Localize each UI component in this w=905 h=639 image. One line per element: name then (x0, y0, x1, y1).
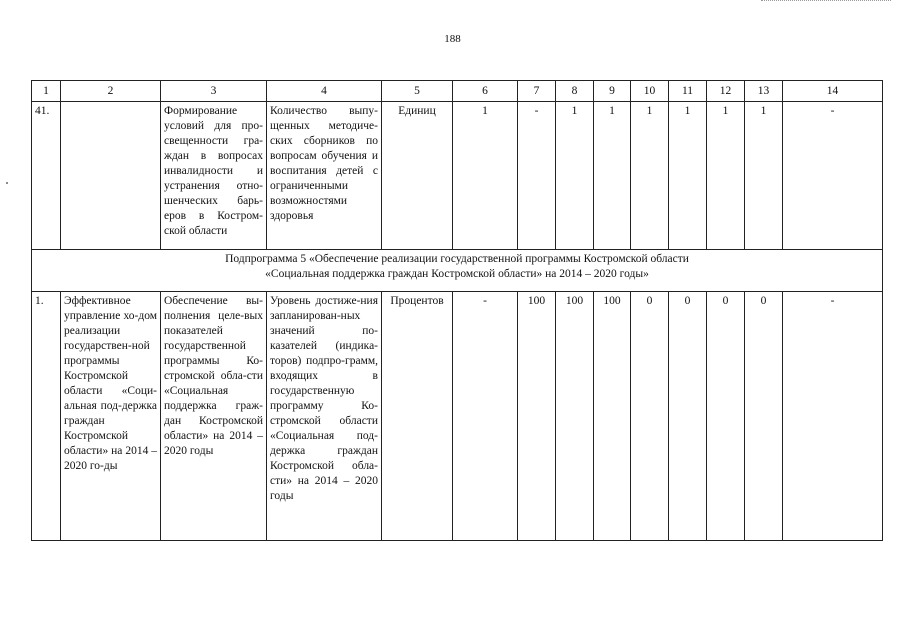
header-cell: 2 (61, 81, 161, 102)
value-cell: 1 (631, 102, 669, 250)
subprogram-line: Подпрограмма 5 «Обеспечение реализации государственной программы Костромской области (225, 253, 689, 265)
row-note: - (783, 102, 883, 250)
row-unit: Единиц (382, 102, 453, 250)
header-cell: 4 (267, 81, 382, 102)
row-number: 41. (32, 102, 61, 250)
header-cell: 3 (161, 81, 267, 102)
row-number: 1. (32, 292, 61, 541)
value-cell: 0 (745, 292, 783, 541)
header-cell: 13 (745, 81, 783, 102)
value-cell: 100 (518, 292, 556, 541)
value-cell: 0 (669, 292, 707, 541)
row-measure: Формирование условий для про-свещенности гра-ждан в вопросах инвалидности и устранения отно-шенческих барь-еров в Костром-ской области (161, 102, 267, 250)
value-cell: 0 (631, 292, 669, 541)
header-cell: 11 (669, 81, 707, 102)
table-row-41 (32, 102, 883, 250)
value-cell: 1 (594, 102, 631, 250)
value-cell: 100 (594, 292, 631, 541)
row-event (61, 102, 161, 250)
header-cell: 12 (707, 81, 745, 102)
value-cell: 1 (707, 102, 745, 250)
value-cell: - (453, 292, 518, 541)
header-cell: 10 (631, 81, 669, 102)
row-indicator: Количество выпу-щенных методиче-ских сборников по вопросам обучения и воспитания детей с ограниченными возможностями здоровья (267, 102, 382, 250)
row-unit: Процентов (382, 292, 453, 541)
row-event: Эффективное управление хо-дом реализации государствен-ной программы Костромской области «Соци-альная под-держка граждан Костромской области» на 2014 – 2020 го-ды (61, 292, 161, 541)
table-row-1 (32, 292, 883, 541)
value-cell: 1 (745, 102, 783, 250)
row-note: - (783, 292, 883, 541)
subprogram-row (32, 250, 883, 292)
top-rule (761, 0, 891, 2)
header-cell: 5 (382, 81, 453, 102)
subprogram-heading (32, 250, 883, 292)
header-cell: 7 (518, 81, 556, 102)
indicators-table (31, 80, 883, 541)
scan-speck (6, 182, 8, 184)
value-cell: 1 (453, 102, 518, 250)
value-cell: - (518, 102, 556, 250)
header-cell: 6 (453, 81, 518, 102)
value-cell: 0 (707, 292, 745, 541)
header-cell: 14 (783, 81, 883, 102)
row-measure: Обеспечение вы-полнения целе-вых показателей государственной программы Ко-стромской обла-сти «Социальная поддержка граж-дан Костромской области» на 2014 – 2020 годы (161, 292, 267, 541)
header-cell: 8 (556, 81, 594, 102)
header-row (32, 81, 883, 102)
header-cell: 9 (594, 81, 631, 102)
header-cell: 1 (32, 81, 61, 102)
value-cell: 1 (669, 102, 707, 250)
value-cell: 1 (556, 102, 594, 250)
page-number: 188 (444, 33, 461, 45)
value-cell: 100 (556, 292, 594, 541)
subprogram-line: «Социальная поддержка граждан Костромской области» на 2014 – 2020 годы» (265, 268, 649, 280)
row-indicator: Уровень достиже-ния запланирован-ных значений по-казателей (индика-торов) подпро-грамм, входящих в государственную программу Ко-стромской области «Социальная под-держка граждан Костромской обла-сти» на 2014 – 2020 годы (267, 292, 382, 541)
